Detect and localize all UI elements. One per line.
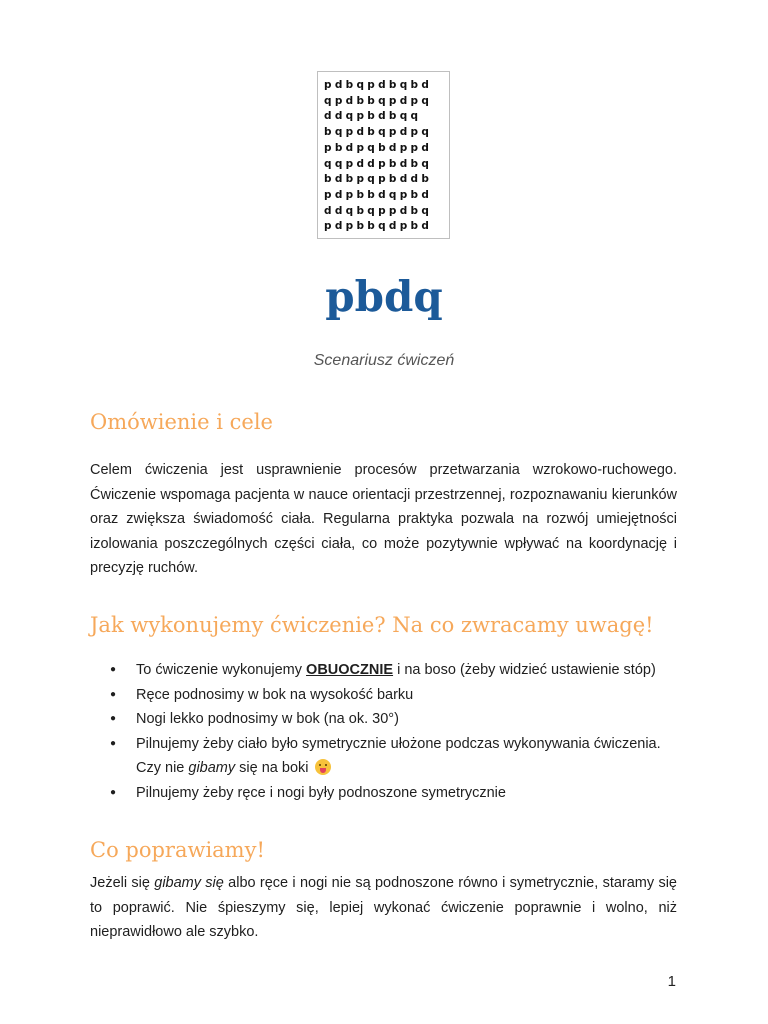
letter-grid-row: ddqpbdbqq <box>324 110 422 123</box>
list-item: ● Pilnujemy żeby ręce i nogi były podnoszone symetrycznie <box>108 781 678 806</box>
document-title: pbdq <box>325 272 443 321</box>
letter-grid-row: bqpdbqpdpq <box>324 126 433 139</box>
list-item-text: Pilnujemy żeby ciało było symetrycznie ułożone podczas wykonywania ćwiczenia. Czy nie <box>136 735 661 776</box>
letter-grid-row: pdpbbdqpbd <box>324 188 433 201</box>
instructions-list <box>108 658 678 805</box>
italic-text: gibamy się <box>154 875 224 891</box>
overview-paragraph: Celem ćwiczenia jest usprawnienie procesów przetwarzania wzrokowo-ruchowego. Ćwiczenie wspomaga pacjenta w nauce orientacji przestrzennej, rozpoznawaniu kierunków oraz zwiększa świadomość ciała. Regularna praktyka pozwala na rozwój umiejętności izolowania poszczególnych części ciała, co może pozytywnie wpływać na koordynację i precyzję ruchów. <box>90 462 677 576</box>
list-item-text: To ćwiczenie wykonujemy <box>136 662 307 678</box>
letter-grid-row: qpdbbqpdpq <box>324 94 433 107</box>
section-heading-how-to: Jak wykonujemy ćwiczenie? Na co zwracamy uwagę! <box>90 613 654 637</box>
list-item <box>108 658 678 683</box>
letter-grid-row: qqpddpbdbq <box>324 157 433 170</box>
page-number: 1 <box>667 973 676 990</box>
letter-grid-row: pdbqpdbqbd <box>324 79 433 91</box>
list-item-text: i na boso (żeby widzieć ustawienie stóp) <box>393 662 656 678</box>
section-heading-overview: Omówienie i cele <box>90 410 273 434</box>
letter-grid-row: pbdpqbdppd <box>324 141 433 154</box>
corrections-paragraph <box>90 871 677 945</box>
document-subtitle: Scenariusz ćwiczeń <box>313 352 455 369</box>
list-item: ● Nogi lekko podnosimy w bok (na ok. 30°) <box>108 707 678 732</box>
section-heading-corrections: Co poprawiamy! <box>90 838 265 862</box>
emphasis-text: OBUOCZNIE <box>306 662 394 678</box>
tongue-out-emoji-icon <box>315 759 331 775</box>
list-item <box>108 732 678 781</box>
letter-grid-image <box>317 71 450 239</box>
paragraph-text: albo ręce i nogi nie są podnoszone równo i symetrycznie, staramy się to poprawić. Nie śpieszymy się, lepiej wykonać ćwiczenie poprawnie i wolno, niż nieprawidłowo ale szybko. <box>90 875 677 940</box>
letter-grid-row: ddqbqppdbq <box>324 204 433 217</box>
list-item-text: się na boki <box>235 760 309 776</box>
paragraph-text: Jeżeli się <box>90 875 155 891</box>
italic-text: gibamy <box>188 760 236 776</box>
letter-grid-row: bdbpqpbddb <box>324 173 433 186</box>
letter-grid-row: pdpbbqdpbd <box>324 220 433 233</box>
list-item: ● Ręce podnosimy w bok na wysokość barku <box>108 683 678 708</box>
